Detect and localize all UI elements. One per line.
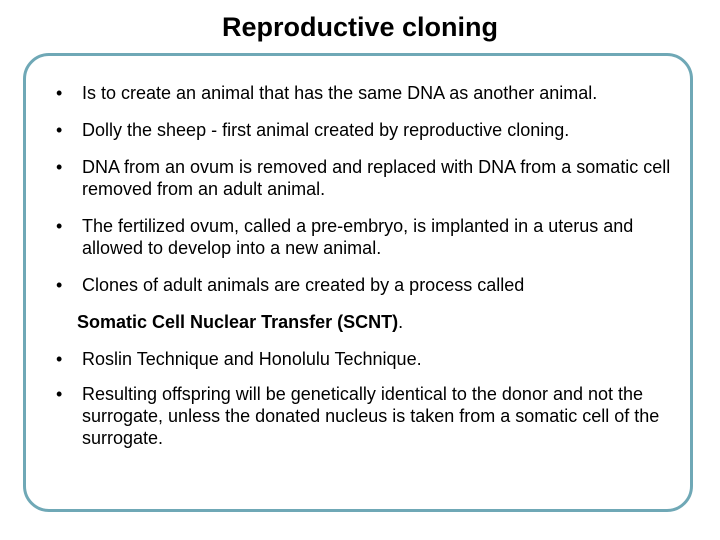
bullet-dot-icon: • — [56, 157, 63, 177]
bullet-list — [56, 82, 696, 464]
bullet-text: The fertilized ovum, called a pre-embryo, is implanted in a uterus and allowed to develop into a new animal. — [82, 216, 634, 258]
bullet-item — [56, 348, 696, 370]
bullet-item — [56, 383, 696, 449]
bullet-item — [56, 82, 696, 104]
bullet-item — [56, 156, 696, 200]
bullet-dot-icon: • — [56, 216, 63, 236]
bullet-text: Is to create an animal that has the same DNA as another animal. — [82, 83, 598, 103]
scnt-period: . — [398, 312, 404, 332]
bullet-dot-icon: • — [56, 275, 63, 295]
bullet-item — [56, 119, 696, 141]
bullet-text: Clones of adult animals are created by a process called — [82, 275, 525, 295]
scnt-term: Somatic Cell Nuclear Transfer (SCNT) — [77, 312, 399, 332]
bullet-text: DNA from an ovum is removed and replaced with DNA from a somatic cell removed from an adult animal. — [82, 157, 671, 199]
bullet-text: Roslin Technique and Honolulu Technique. — [82, 349, 422, 369]
bullet-dot-icon: • — [56, 120, 63, 140]
bullet-item — [56, 274, 696, 296]
bullet-dot-icon: • — [56, 83, 63, 103]
scnt-line — [56, 311, 696, 333]
bullet-text: Dolly the sheep - first animal created by reproductive cloning. — [82, 120, 570, 140]
bullet-text: Resulting offspring will be genetically identical to the donor and not the surrogate, unless the donated nucleus is taken from a somatic cell of the surrogate. — [82, 384, 660, 448]
slide-title: Reproductive cloning — [221, 12, 499, 42]
bullet-dot-icon: • — [56, 384, 63, 404]
bullet-item — [56, 215, 696, 259]
bullet-dot-icon: • — [56, 349, 63, 369]
